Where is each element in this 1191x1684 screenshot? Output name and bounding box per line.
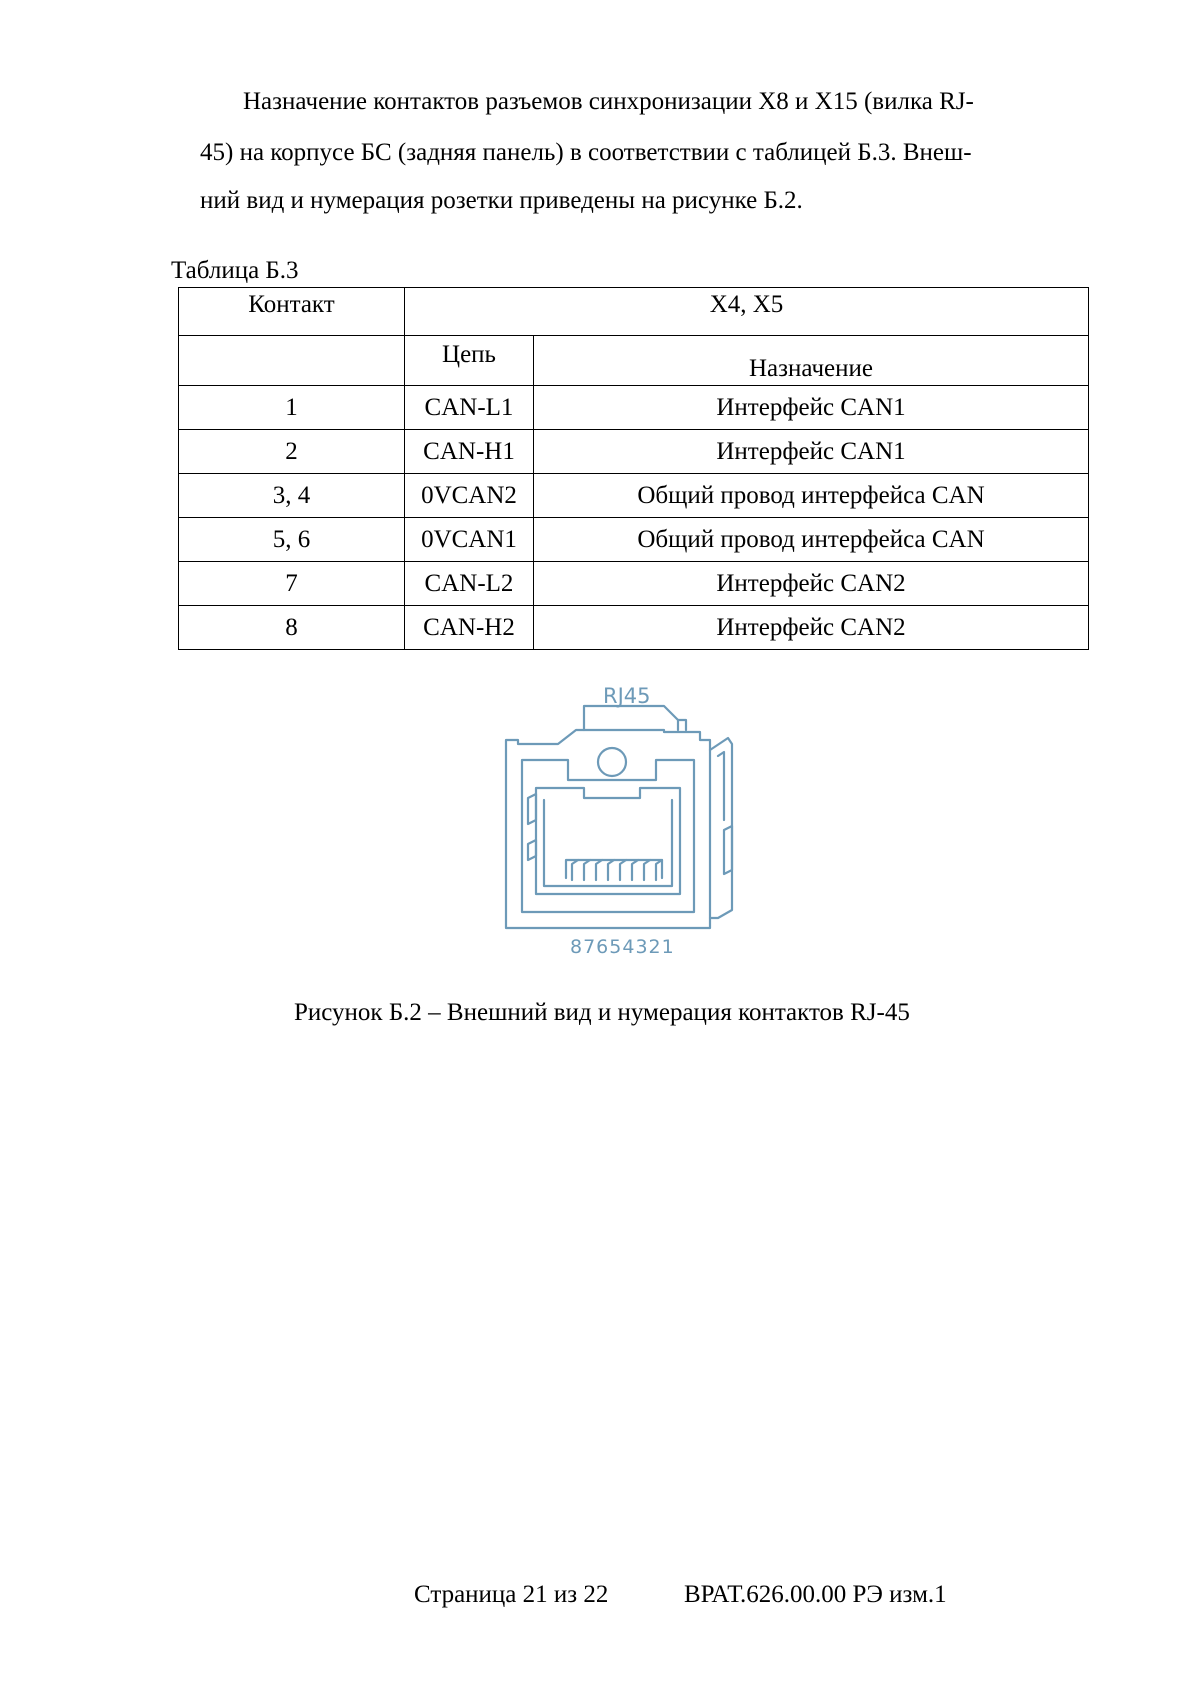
cell-purpose: Интерфейс CAN2 [534, 562, 1089, 606]
table-row [179, 430, 1089, 474]
paragraph-line-1: Назначение контактов разъемов синхронизации X8 и X15 (вилка RJ- [243, 88, 974, 115]
subheader-empty [179, 336, 405, 386]
cell-chain: 0VCAN1 [405, 518, 534, 562]
rj45-label: RJ45 [603, 684, 651, 708]
cell-chain: CAN-H1 [405, 430, 534, 474]
table-subheader-row [179, 336, 1089, 386]
header-contact: Контакт [179, 288, 405, 336]
connector-latch-tab [584, 706, 678, 730]
cell-purpose: Интерфейс CAN1 [534, 430, 1089, 474]
rj45-figure [488, 680, 758, 956]
figure-caption: Рисунок Б.2 – Внешний вид и нумерация контактов RJ-45 [294, 999, 910, 1026]
paragraph-line-2: 45) на корпусе БС (задняя панель) в соответствии с таблицей Б.3. Внеш- [200, 139, 972, 166]
cell-purpose: Общий провод интерфейса CAN [534, 518, 1089, 562]
cell-contact: 1 [179, 386, 405, 430]
header-group: X4, X5 [405, 288, 1089, 336]
cell-purpose: Интерфейс CAN2 [534, 606, 1089, 650]
cell-chain: CAN-H2 [405, 606, 534, 650]
footer-page-number: Страница 21 из 22 [414, 1581, 609, 1608]
cell-contact: 8 [179, 606, 405, 650]
subheader-chain: Цепь [405, 336, 534, 386]
cell-contact: 5, 6 [179, 518, 405, 562]
table-caption: Таблица Б.3 [171, 257, 299, 284]
table-row [179, 474, 1089, 518]
subheader-purpose: Назначение [534, 336, 1089, 386]
table-row [179, 518, 1089, 562]
connector-inner-frame [522, 760, 694, 912]
table-row [179, 606, 1089, 650]
pin-number-row: 87654321 [570, 936, 675, 958]
table-row [179, 386, 1089, 430]
table-row [179, 562, 1089, 606]
footer-document-code: ВРАТ.626.00.00 РЭ изм.1 [684, 1581, 947, 1608]
cell-purpose: Интерфейс CAN1 [534, 386, 1089, 430]
connector-contact-pins [572, 860, 662, 880]
cell-purpose: Общий провод интерфейса CAN [534, 474, 1089, 518]
cell-contact: 2 [179, 430, 405, 474]
table-header-row [179, 288, 1089, 336]
connector-latch-hole [598, 748, 626, 776]
pin-assignment-table [178, 287, 1089, 650]
rj45-connector-drawing [488, 680, 758, 956]
cell-contact: 3, 4 [179, 474, 405, 518]
cell-contact: 7 [179, 562, 405, 606]
cell-chain: CAN-L2 [405, 562, 534, 606]
cell-chain: CAN-L1 [405, 386, 534, 430]
paragraph-line-3: ний вид и нумерация розетки приведены на рисунке Б.2. [200, 187, 803, 214]
cell-chain: 0VCAN2 [405, 474, 534, 518]
